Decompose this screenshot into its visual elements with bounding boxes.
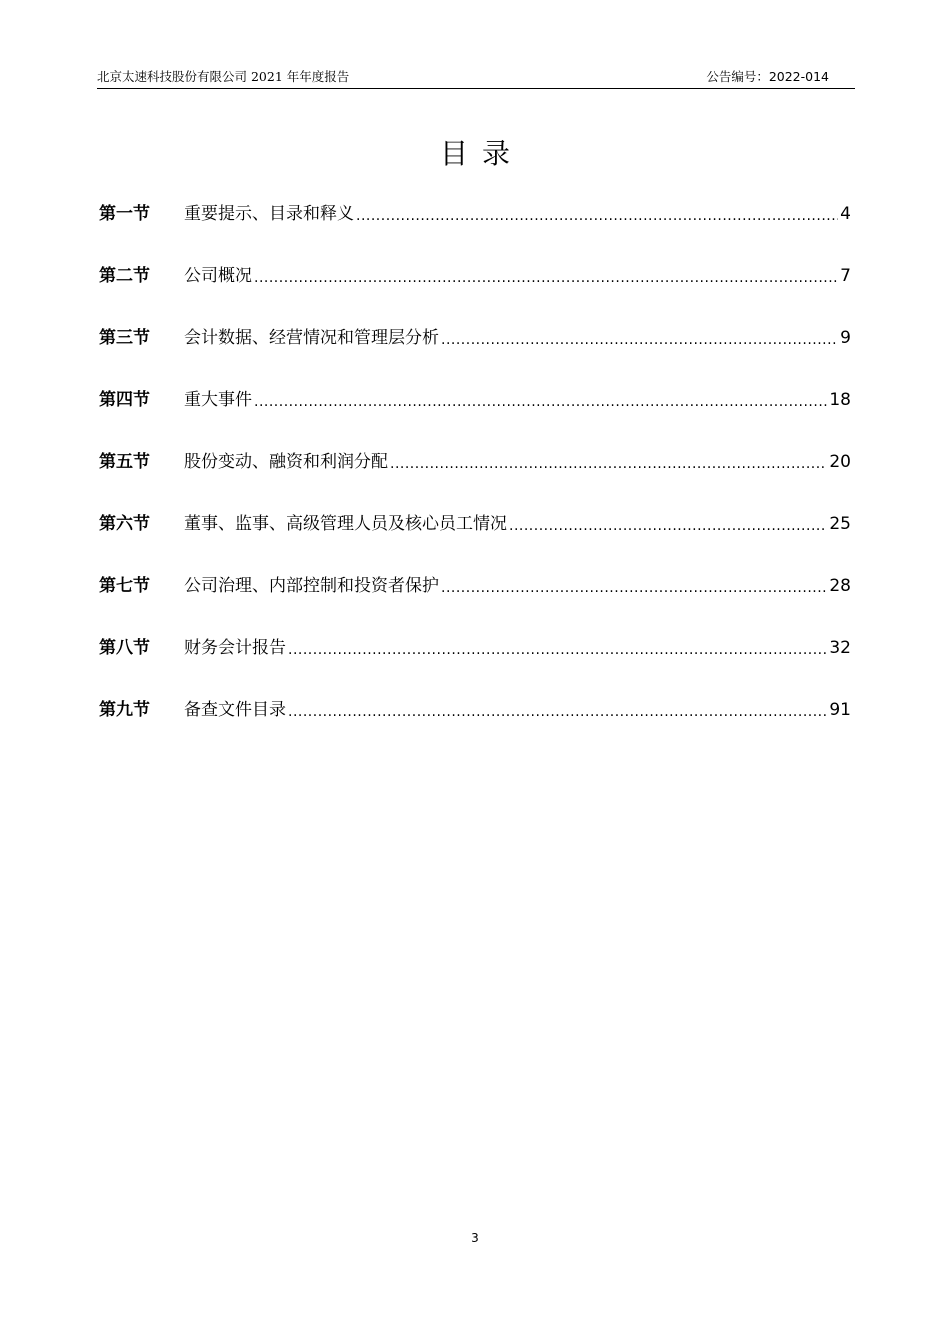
toc-section-number: 第八节 <box>99 638 150 658</box>
toc-page-number: 18 <box>829 390 851 410</box>
toc-section-title: 财务会计报告 <box>184 638 286 658</box>
toc-section-title: 公司概况 <box>184 266 252 286</box>
toc-page-number: 4 <box>840 204 851 224</box>
report-title: 北京太速科技股份有限公司 2021 年年度报告 <box>97 69 350 84</box>
toc-section-title: 董事、监事、高级管理人员及核心员工情况 <box>184 514 507 534</box>
toc-page-number: 9 <box>840 328 851 348</box>
toc-section-title: 备查文件目录 <box>184 700 286 720</box>
toc-section-number: 第九节 <box>99 700 150 720</box>
toc-entry[interactable] <box>99 632 851 660</box>
toc-dot-leader <box>288 698 827 722</box>
toc-page-number: 32 <box>829 638 851 658</box>
toc-section-number: 第六节 <box>99 514 150 534</box>
toc-section-number: 第四节 <box>99 390 150 410</box>
toc-entry[interactable] <box>99 198 851 226</box>
page-header <box>97 66 855 89</box>
toc-dot-leader <box>254 264 838 288</box>
toc-page-number: 25 <box>829 514 851 534</box>
toc-entry[interactable] <box>99 260 851 288</box>
toc-page-number: 20 <box>829 452 851 472</box>
toc-section-number: 第三节 <box>99 328 150 348</box>
toc-dot-leader <box>390 450 827 474</box>
toc-dot-leader <box>288 636 827 660</box>
toc-entry[interactable] <box>99 322 851 350</box>
toc-dot-leader <box>509 512 827 536</box>
toc-page-number: 28 <box>829 576 851 596</box>
toc-section-title: 重要提示、目录和释义 <box>184 204 354 224</box>
toc-entry[interactable] <box>99 446 851 474</box>
toc-entry[interactable] <box>99 694 851 722</box>
toc-section-number: 第五节 <box>99 452 150 472</box>
toc-dot-leader <box>254 388 827 412</box>
toc-page-number: 7 <box>840 266 851 286</box>
toc-page-number: 91 <box>829 700 851 720</box>
toc-title: 目录 <box>439 137 524 170</box>
announcement-number: 公告编号：2022-014 <box>706 69 829 84</box>
page-number: 3 <box>471 1231 479 1245</box>
toc-entry[interactable] <box>99 570 851 598</box>
toc-dot-leader <box>356 202 838 226</box>
toc-section-title: 重大事件 <box>184 390 252 410</box>
toc-section-title: 会计数据、经营情况和管理层分析 <box>184 328 439 348</box>
toc-section-title: 股份变动、融资和利润分配 <box>184 452 388 472</box>
toc-section-number: 第七节 <box>99 576 150 596</box>
toc-section-title: 公司治理、内部控制和投资者保护 <box>184 576 439 596</box>
toc-section-number: 第二节 <box>99 266 150 286</box>
toc-dot-leader <box>441 574 827 598</box>
toc-section-number: 第一节 <box>99 204 150 224</box>
toc-dot-leader <box>441 326 838 350</box>
toc-entry[interactable] <box>99 508 851 536</box>
toc-entry[interactable] <box>99 384 851 412</box>
